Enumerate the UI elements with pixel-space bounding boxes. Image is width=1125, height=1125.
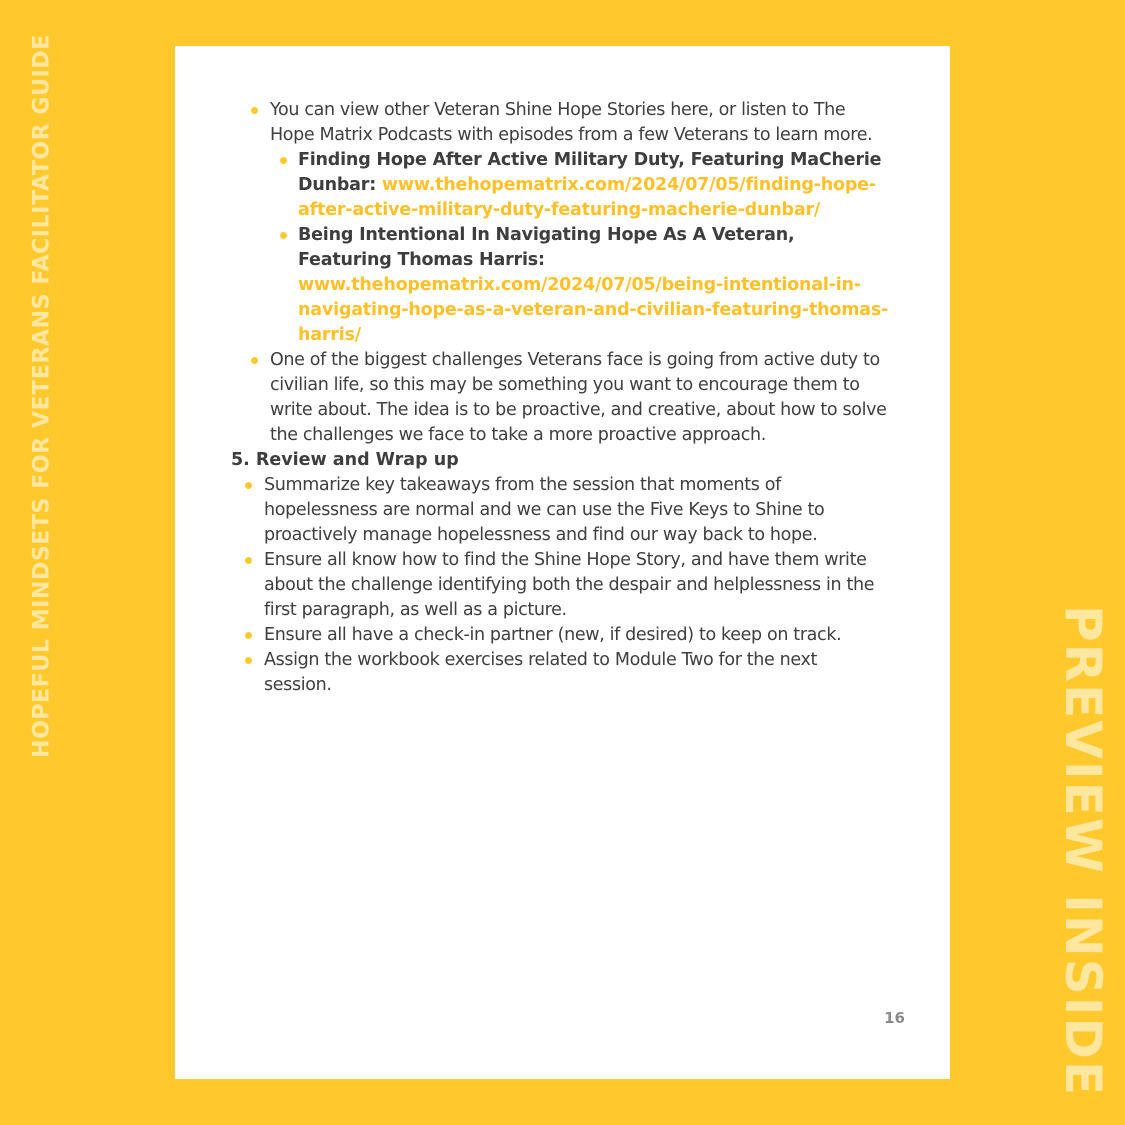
document-page xyxy=(175,46,950,1079)
list-item-text: Ensure all know how to find the Shine Hope Story, and have them write about the challenge identifying both the despair and helplessness in the first paragraph, as well as a picture. xyxy=(264,550,875,620)
list-item xyxy=(264,623,884,648)
list-item xyxy=(270,348,890,448)
list-item-text: You can view other Veteran Shine Hope Stories here, or listen to The Hope Matrix Podcasts with episodes from a few Veterans to learn more. xyxy=(270,100,873,145)
podcast-link[interactable]: www.thehopematrix.com/2024/07/05/finding-hope-after-active-military-duty-featuring-macherie-dunbar/ xyxy=(298,175,876,220)
list-item-text: Assign the workbook exercises related to Module Two for the next session. xyxy=(264,650,818,695)
bullet-icon xyxy=(251,357,258,364)
list-item xyxy=(264,548,884,623)
bullet-icon xyxy=(245,482,252,489)
section-heading: 5. Review and Wrap up xyxy=(231,450,459,470)
podcast-link[interactable]: www.thehopematrix.com/2024/07/05/being-intentional-in-navigating-hope-as-a-veteran-and-civilian-featuring-thomas-harris/ xyxy=(298,275,889,345)
bullet-icon xyxy=(245,632,252,639)
preview-watermark: PREVIEW INSIDE xyxy=(1054,604,1112,1098)
list-item xyxy=(264,473,884,548)
top-bullet-list xyxy=(270,98,890,448)
bullet-icon xyxy=(280,157,287,164)
list-item xyxy=(264,648,884,698)
sub-list-item xyxy=(298,148,890,223)
podcast-title: Finding Hope After Active Military Duty, Featuring MaCherie Dunbar: xyxy=(298,150,882,195)
sub-list-item xyxy=(298,223,890,348)
bullet-icon xyxy=(280,232,287,239)
side-title: HOPEFUL MINDSETS FOR VETERANS FACILITATOR GUIDE xyxy=(29,34,55,758)
list-item-text: One of the biggest challenges Veterans face is going from active duty to civilian life, so this may be something you want to encourage them to write about. The idea is to be proactive, and creative, about how to solve the challenges we face to take a more proactive approach. xyxy=(270,350,887,445)
wrap-up-list xyxy=(264,473,884,698)
podcast-title: Being Intentional In Navigating Hope As A Veteran, Featuring Thomas Harris: xyxy=(298,225,795,270)
bullet-icon xyxy=(245,557,252,564)
page-number: 16 xyxy=(884,1009,905,1027)
podcast-sub-list xyxy=(298,148,890,348)
bullet-icon xyxy=(251,107,258,114)
list-item-text: Ensure all have a check-in partner (new, if desired) to keep on track. xyxy=(264,625,842,645)
list-item xyxy=(270,98,890,348)
list-item-text: Summarize key takeaways from the session that moments of hopelessness are normal and we can use the Five Keys to Shine to proactively manage hopelessness and find our way back to hope. xyxy=(264,475,825,545)
bullet-icon xyxy=(245,657,252,664)
